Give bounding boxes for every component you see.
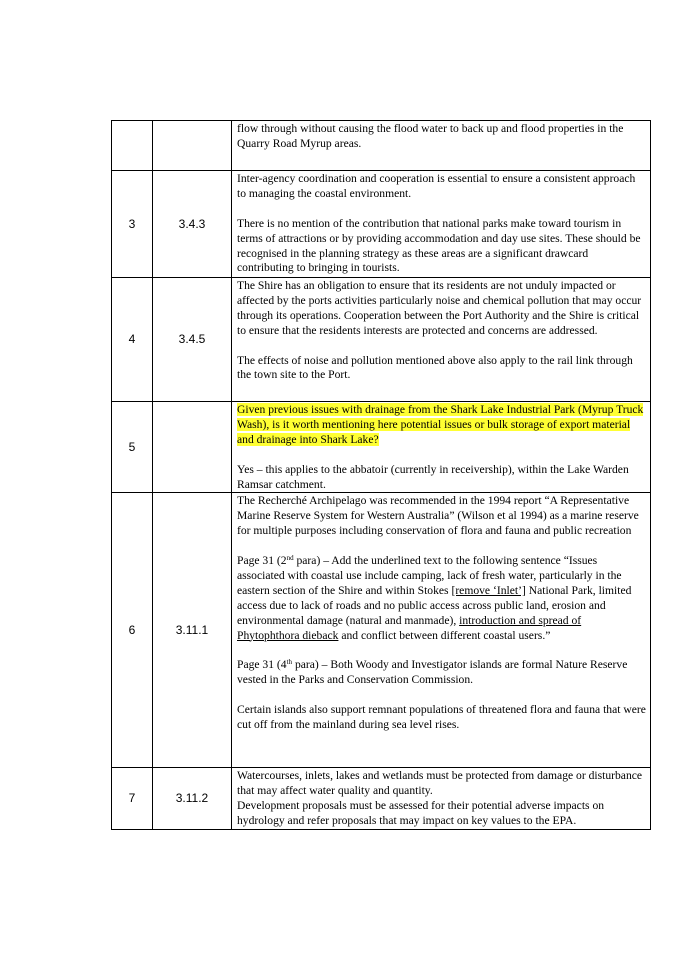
comment-paragraph: Page 31 (4th para) – Both Woody and Investigator islands are formal Nature Reserve vested in the Parks and Conservation Commission. [237, 658, 628, 687]
underlined-text: [remove ‘Inlet’] [451, 583, 526, 597]
table-row [112, 171, 651, 278]
row-number-cell: 7 [112, 768, 153, 830]
section-cell: 3.11.1 [153, 493, 232, 768]
comment-cell [232, 768, 651, 830]
row-number-cell: 4 [112, 278, 153, 402]
row-number-cell: 3 [112, 171, 153, 278]
comment-paragraph: Yes – this applies to the abbatoir (currently in receivership), within the Lake Warden Ramsar catchment. [237, 462, 629, 491]
highlight: Given previous issues with drainage from the Shark Lake Industrial Park (Myrup Truck Wash), is it worth mentioning here potential issues or bulk storage of export material and drainage into Shark Lake? [237, 403, 644, 446]
comment-cell [232, 402, 651, 493]
comment-paragraph: flow through without causing the flood water to back up and flood properties in the Quarry Road Myrup areas. [237, 122, 624, 150]
table-row [112, 768, 651, 830]
comment-cell [232, 171, 651, 278]
row-number-cell: 5 [112, 402, 153, 493]
superscript: nd [286, 554, 294, 563]
comments-table [111, 120, 651, 830]
comment-paragraph: The effects of noise and pollution mentioned above also apply to the rail link through the town site to the Port. [237, 353, 633, 382]
table-row [112, 278, 651, 402]
comment-paragraph: Certain islands also support remnant populations of threatened flora and fauna that were cut off from the mainland during sea level rises. [237, 703, 646, 731]
section-cell: 3.11.2 [153, 768, 232, 830]
row-number-cell: 6 [112, 493, 153, 768]
comment-paragraph: The Shire has an obligation to ensure that its residents are not unduly impacted or affected by the ports activities particularly noise and chemical pollution that may occur through its operations. Cooperation between the Port Authority and the Shire is critical to ensure that the residents interests are protected and concerns are addressed. [237, 279, 642, 337]
comment-cell [232, 493, 651, 768]
row-number-cell [112, 121, 153, 171]
table-row [112, 493, 651, 768]
comment-cell [232, 121, 651, 171]
highlighted-question [237, 403, 646, 448]
comment-paragraph: Inter-agency coordination and cooperation is essential to ensure a consistent approach to managing the coastal environment. [237, 172, 636, 200]
comment-cell [232, 278, 651, 402]
section-cell: 3.4.3 [153, 171, 232, 278]
section-cell: 3.4.5 [153, 278, 232, 402]
superscript: th [286, 658, 293, 667]
comment-paragraph: The Recherché Archipelago was recommended in the 1994 report “A Representative Marine Reserve System for Western Australia” (Wilson et al 1994) as a marine reserve for multiple purposes including conservation of flora and fauna and public recreation [237, 494, 639, 538]
comment-paragraph: Page 31 (2nd para) – Add the underlined text to the following sentence “Issues associated with coastal use include camping, lack of fresh water, particularly in the eastern section of the Shire and within Stokes [remove ‘Inlet’] National Park, limited access due to lack of roads and no public access across public land, erosion and environmental damage (natural and manmade), introduction and spread of Phytophthora dieback and conflict between different coastal users.” [237, 554, 632, 642]
comment-line: Watercourses, inlets, lakes and wetlands must be protected from damage or disturbance that may affect water quality and quantity. [237, 769, 643, 798]
table-row [112, 402, 651, 493]
comment-paragraph: There is no mention of the contribution that national parks make toward tourism in terms of attractions or by providing accommodation and day use sites. These should be recognised in the planning strategy as these areas are a significant drawcard contributing to bringing in tourists. [237, 216, 641, 275]
table-row [112, 121, 651, 171]
comment-line: Development proposals must be assessed for their potential adverse impacts on hydrology and refer proposals that may impact on key values to the EPA. [237, 799, 605, 828]
section-cell [153, 402, 232, 493]
underlined-text: introduction and spread of Phytophthora dieback [237, 613, 582, 642]
section-cell [153, 121, 232, 171]
